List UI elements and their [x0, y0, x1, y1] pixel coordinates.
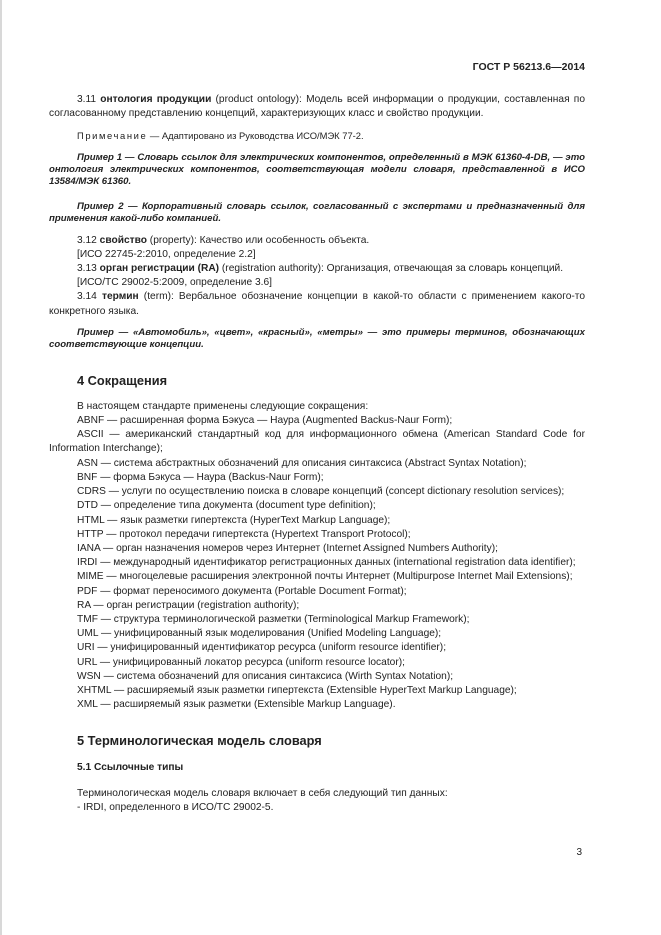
list-item: RA — орган регистрации (registration authority); — [77, 599, 300, 611]
list-item: ABNF — расширенная форма Бэкуса — Наура (Augmented Backus-Naur Form); — [77, 415, 453, 427]
list-item: HTTP — протокол передачи гипертекста (Hypertext Transport Protocol); — [77, 528, 411, 540]
abbreviation-list — [49, 414, 585, 712]
list-item: TMF — структура терминологической разметки (Terminological Markup Framework); — [77, 613, 470, 625]
source-3-12: [ИСО 22745-2:2010, определение 2.2] — [77, 248, 256, 260]
list-item: WSN — система обозначений для описания синтаксиса (Wirth Syntax Notation); — [77, 670, 454, 682]
list-item: DTD — определение типа документа (document type definition); — [77, 500, 376, 512]
list-item: MIME — многоцелевые расширения электронной почты Интернет (Multipurpose Internet Mail Extensions); — [77, 571, 573, 583]
term-number: 3.14 — [77, 291, 102, 303]
list-item: CDRS — услуги по осуществлению поиска в словаре концепций (concept dictionary resolution services); — [77, 486, 565, 498]
example-text: — Словарь ссылок для электрических компонентов, определенный в МЭК 61360-4-DB, — это онтология электрических компонентов, соответствующая модели словаря, представленной в ИСО 13584/МЭК 61360. — [49, 151, 585, 188]
example-1 — [49, 152, 585, 189]
term-name: онтология продукции — [100, 94, 212, 105]
list-item: PDF — формат переносимого документа (Portable Document Format); — [77, 585, 407, 597]
term-number: 3.11 — [77, 94, 101, 105]
list-item: IANA — орган назначения номеров через Интернет (Internet Assigned Numbers Authority); — [77, 542, 498, 554]
source-3-13: [ИСО/ТС 29002-5:2009, определение 3.6] — [77, 277, 272, 289]
term-name: орган регистрации (RA) — [99, 263, 220, 275]
list-item: URI — унифицированный идентификатор ресурса (uniform resource identifier); — [77, 642, 447, 654]
section-5-heading: 5 Терминологическая модель словаря — [77, 733, 322, 749]
note-3-11 — [49, 129, 585, 143]
term-3-14 — [49, 290, 585, 318]
list-item: HTML — язык разметки гипертекста (HyperText Markup Language); — [77, 514, 391, 526]
list-item: ASCII — американский стандартный код для информационного обмена (American Standard Code for Information Interchange); — [49, 429, 585, 455]
section-4-heading: 4 Сокращения — [77, 372, 168, 388]
term-definition: (term): Вербальное обозначение концепции в какой-то области с применением какого-то конкретного языка. — [49, 291, 585, 317]
note-label: Примечание — [77, 130, 148, 142]
term-definition: (registration authority): Организация, отвечающая за словарь концепций. — [219, 263, 564, 275]
example-3 — [49, 327, 585, 352]
list-item: UML — унифицированный язык моделирования (Unified Modeling Language); — [77, 628, 442, 640]
term-3-13 — [49, 262, 585, 276]
example-2 — [49, 201, 585, 226]
example-label: Пример — [77, 326, 114, 338]
list-item: ASN — система абстрактных обозначений для описания синтаксиса (Abstract Syntax Notation); — [77, 457, 527, 469]
document-header: ГОСТ Р 56213.6—2014 — [472, 61, 585, 73]
term-3-11 — [49, 93, 585, 121]
term-name: свойство — [99, 234, 147, 246]
list-item: XML — расширяемый язык разметки (Extensible Markup Language). — [77, 699, 396, 711]
section-4-intro: В настоящем стандарте применены следующие сокращения: — [77, 400, 369, 412]
term-number: 3.13 — [77, 263, 100, 275]
section-5-intro: Терминологическая модель словаря включает в себя следующий тип данных: — [77, 787, 448, 799]
example-text: — Корпоративный словарь ссылок, согласованный с экспертами и предназначенный для применения какой-либо компанией. — [49, 200, 585, 225]
list-item: XHTML — расширяемый язык разметки гипертекста (Extensible HyperText Markup Language); — [77, 684, 517, 696]
list-item: - IRDI, определенного в ИСО/ТС 29002-5. — [77, 801, 274, 813]
list-item: URL — унифицированный локатор ресурса (uniform resource locator); — [77, 656, 405, 668]
subsection-5-1-heading: 5.1 Ссылочные типы — [77, 761, 184, 773]
term-definition: (product ontology): Модель всей информации о продукции, составленная по согласованному представлению концепций, характеризующих класс и свойство продукции. — [49, 94, 585, 120]
term-name: термин — [101, 291, 139, 303]
term-3-12 — [49, 234, 585, 248]
list-item: BNF — форма Бэкуса — Наура (Backus-Naur Form); — [77, 471, 324, 483]
example-text: — «Автомобиль», «цвет», «красный», «метры» — это примеры терминов, обозначающих соответствующие концепции. — [49, 326, 585, 351]
note-text: — Адаптировано из Руководства ИСО/МЭК 77-2. — [147, 130, 364, 142]
page-number: 3 — [576, 847, 582, 858]
term-definition: (property): Качество или особенность объекта. — [146, 234, 370, 246]
page-content — [49, 93, 585, 815]
example-label: Пример 1 — [77, 151, 123, 163]
list-item: IRDI — международный идентификатор регистрационных данных (international registration data identifier); — [77, 557, 576, 569]
example-label: Пример 2 — [77, 200, 124, 212]
term-number: 3.12 — [77, 234, 100, 246]
